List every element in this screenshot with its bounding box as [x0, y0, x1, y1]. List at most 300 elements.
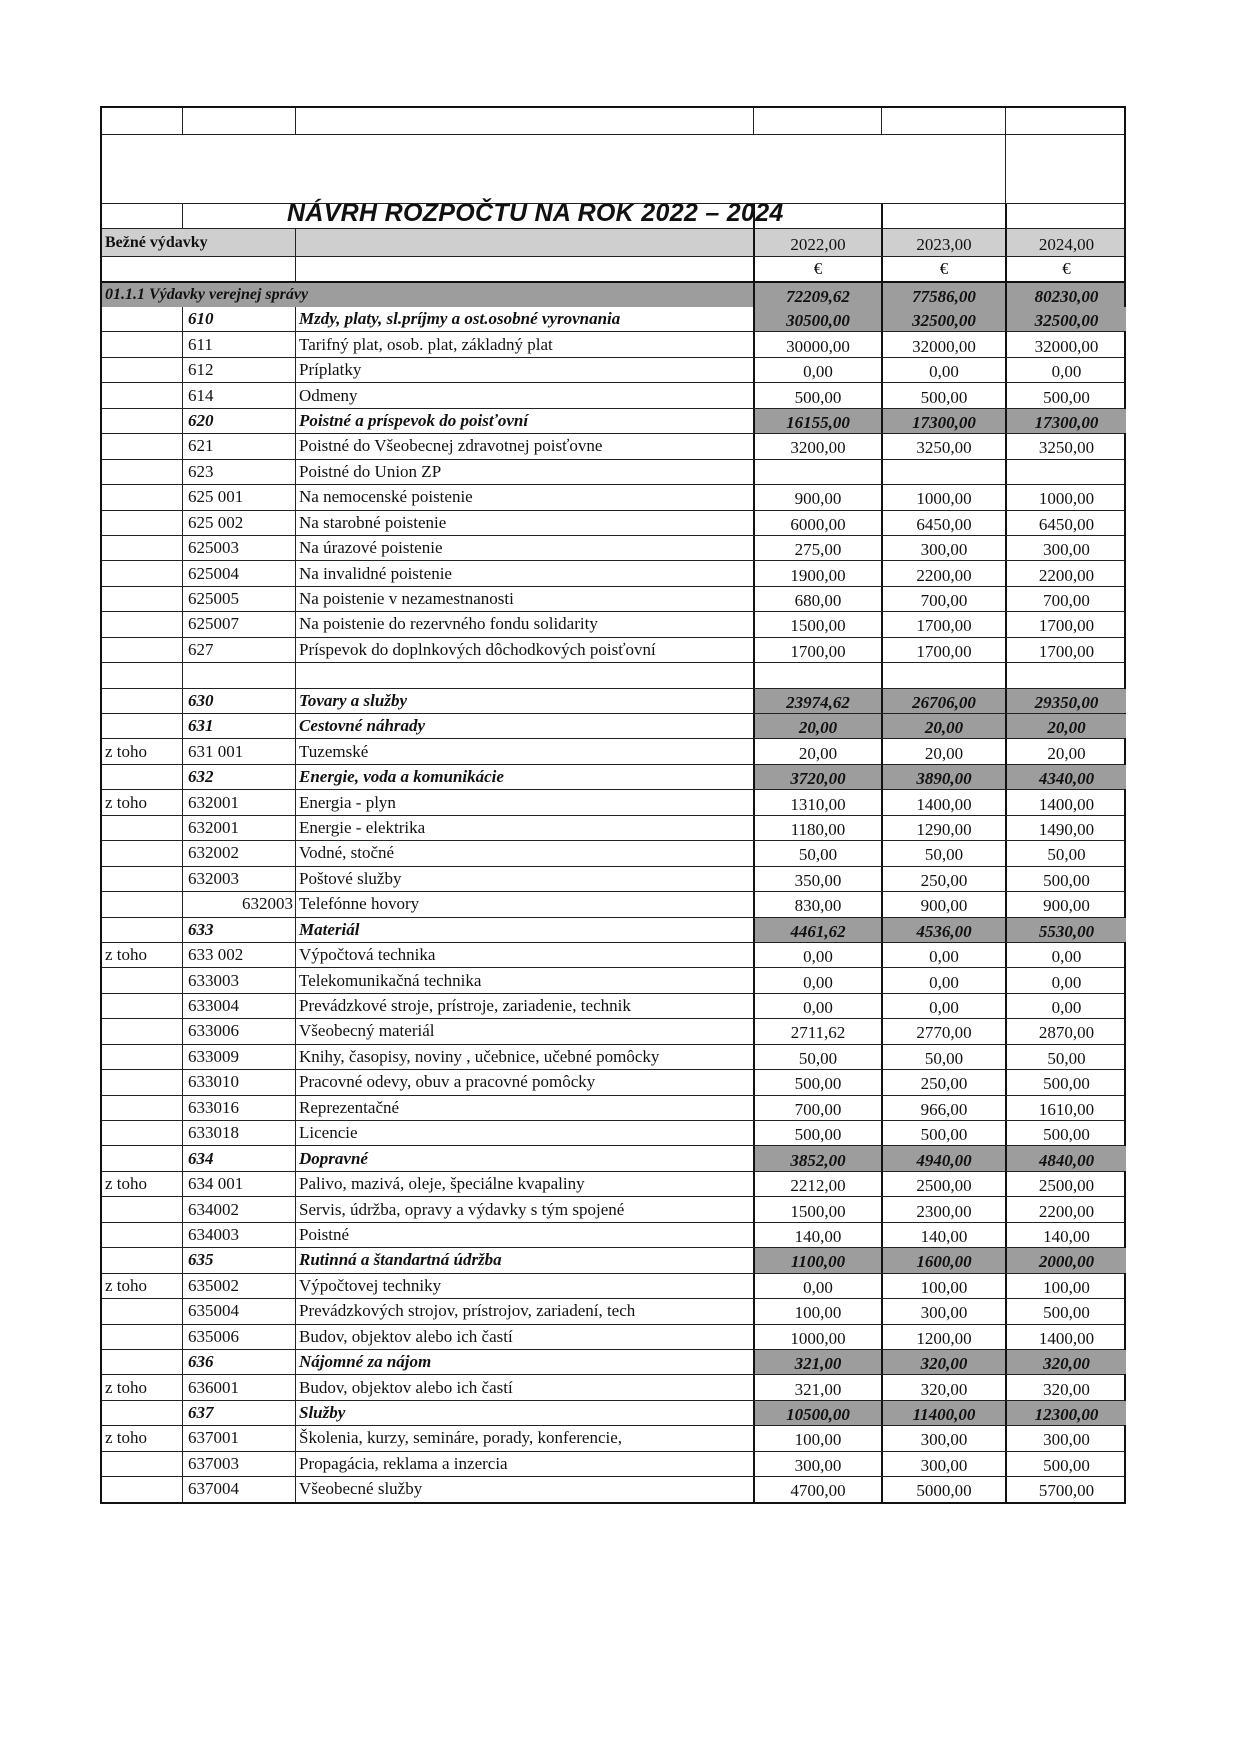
category-row — [102, 1145, 1124, 1170]
row-value-2023: 300,00 — [881, 536, 1005, 560]
row-value-2023: 300,00 — [881, 1426, 1005, 1450]
row-code: 632 — [182, 765, 295, 789]
row-value-2022: 100,00 — [753, 1299, 881, 1323]
row-name: Poistné do Union ZP — [295, 460, 753, 484]
table-row — [102, 662, 1124, 687]
row-value-2023: 140,00 — [881, 1223, 1005, 1247]
row-value-2023: 0,00 — [881, 968, 1005, 992]
row-value-2022: 500,00 — [753, 383, 881, 407]
row-value-2024: 32000,00 — [1005, 332, 1126, 356]
row-value-2024: 5700,00 — [1005, 1477, 1126, 1501]
row-prefix — [102, 1197, 182, 1221]
table-row — [102, 840, 1124, 865]
row-code: 635 — [182, 1248, 295, 1272]
row-prefix — [102, 536, 182, 560]
row-value-2024: 0,00 — [1005, 358, 1126, 382]
table-row — [102, 459, 1124, 484]
row-name: Na poistenie v nezamestnanosti — [295, 587, 753, 611]
row-code: 634003 — [182, 1223, 295, 1247]
row-value-2023: 50,00 — [881, 1045, 1005, 1069]
row-value-2024 — [1005, 663, 1126, 687]
row-value-2022: 3720,00 — [753, 765, 881, 789]
row-value-2024: 300,00 — [1005, 536, 1126, 560]
row-prefix — [102, 511, 182, 535]
row-value-2024: 12300,00 — [1005, 1401, 1126, 1425]
row-value-2023: 3890,00 — [881, 765, 1005, 789]
row-value-2023: 2770,00 — [881, 1019, 1005, 1043]
row-value-2024: 500,00 — [1005, 1121, 1126, 1145]
row-prefix: z toho — [105, 945, 148, 965]
row-prefix — [102, 638, 182, 662]
category-row — [102, 764, 1124, 789]
row-name: Odmeny — [295, 383, 753, 407]
row-value-2022: 0,00 — [753, 1274, 881, 1298]
row-name: Mzdy, platy, sl.príjmy a ost.osobné vyrovnania — [295, 307, 753, 331]
table-row — [102, 1196, 1124, 1221]
row-code: 634002 — [182, 1197, 295, 1221]
row-code: 633006 — [182, 1019, 295, 1043]
row-code: 637 — [182, 1401, 295, 1425]
row-code: 632003 — [182, 867, 295, 891]
category-row — [102, 1400, 1124, 1425]
row-prefix — [102, 1350, 182, 1374]
row-value-2022: 0,00 — [753, 994, 881, 1018]
row-value-2022: 0,00 — [753, 943, 881, 967]
row-value-2022: 16155,00 — [753, 409, 881, 433]
row-prefix — [102, 383, 182, 407]
row-value-2024: 1400,00 — [1005, 1325, 1126, 1349]
row-value-2024: 1700,00 — [1005, 638, 1126, 662]
row-value-2022: 1900,00 — [753, 561, 881, 585]
row-value-2024: 3250,00 — [1005, 434, 1126, 458]
row-name: Školenia, kurzy, semináre, porady, konferencie, — [295, 1426, 753, 1450]
row-value-2024: 500,00 — [1005, 1452, 1126, 1476]
row-value-2023: 0,00 — [881, 994, 1005, 1018]
summary-2022: 72209,62 — [753, 283, 881, 307]
row-name: Vodné, stočné — [295, 841, 753, 865]
row-value-2024: 4340,00 — [1005, 765, 1126, 789]
row-value-2023: 1600,00 — [881, 1248, 1005, 1272]
row-value-2022: 10500,00 — [753, 1401, 881, 1425]
row-value-2022: 275,00 — [753, 536, 881, 560]
category-row — [102, 408, 1124, 433]
row-code: 635002 — [182, 1274, 295, 1298]
row-name: Poštové služby — [295, 867, 753, 891]
row-value-2022: 30500,00 — [753, 307, 881, 331]
row-value-2023: 11400,00 — [881, 1401, 1005, 1425]
row-name: Energie - elektrika — [295, 816, 753, 840]
row-name: Energia - plyn — [295, 790, 753, 814]
row-prefix — [102, 765, 182, 789]
row-value-2023: 0,00 — [881, 358, 1005, 382]
row-value-2023: 4536,00 — [881, 918, 1005, 942]
row-name: Tarifný plat, osob. plat, základný plat — [295, 332, 753, 356]
row-code: 633018 — [182, 1121, 295, 1145]
row-value-2024: 17300,00 — [1005, 409, 1126, 433]
row-code: 630 — [182, 689, 295, 713]
row-prefix — [102, 918, 182, 942]
row-value-2022: 1000,00 — [753, 1325, 881, 1349]
table-row — [102, 484, 1124, 509]
row-prefix — [102, 1299, 182, 1323]
row-value-2023: 17300,00 — [881, 409, 1005, 433]
row-value-2024: 700,00 — [1005, 587, 1126, 611]
row-name: Telefónne hovory — [295, 892, 753, 916]
spacer-row — [102, 203, 1124, 228]
row-code: 621 — [182, 434, 295, 458]
row-value-2022: 2212,00 — [753, 1172, 881, 1196]
row-value-2024: 1400,00 — [1005, 790, 1126, 814]
row-value-2023: 3250,00 — [881, 434, 1005, 458]
row-value-2024: 2870,00 — [1005, 1019, 1126, 1043]
row-code: 632002 — [182, 841, 295, 865]
row-value-2024: 32500,00 — [1005, 307, 1126, 331]
row-code: 636 — [182, 1350, 295, 1374]
row-code: 632003 — [182, 892, 295, 916]
row-value-2023: 1700,00 — [881, 612, 1005, 636]
row-value-2022: 350,00 — [753, 867, 881, 891]
row-value-2024: 2200,00 — [1005, 1197, 1126, 1221]
row-name: Všeobecný materiál — [295, 1019, 753, 1043]
row-value-2023: 2500,00 — [881, 1172, 1005, 1196]
row-prefix — [102, 332, 182, 356]
row-value-2024: 320,00 — [1005, 1350, 1126, 1374]
row-value-2022: 1100,00 — [753, 1248, 881, 1272]
row-value-2023: 500,00 — [881, 1121, 1005, 1145]
row-value-2022: 500,00 — [753, 1070, 881, 1094]
year-header-row — [102, 228, 1124, 256]
row-code: 625 002 — [182, 511, 295, 535]
row-name: Na úrazové poistenie — [295, 536, 753, 560]
row-prefix — [102, 816, 182, 840]
row-prefix — [102, 994, 182, 1018]
row-value-2022: 1180,00 — [753, 816, 881, 840]
row-value-2024: 500,00 — [1005, 867, 1126, 891]
table-row — [102, 1095, 1124, 1120]
row-prefix: z toho — [105, 741, 148, 761]
table-row — [102, 1476, 1124, 1501]
row-prefix — [102, 485, 182, 509]
row-name: Budov, objektov alebo ich častí — [295, 1375, 753, 1399]
row-value-2023: 1000,00 — [881, 485, 1005, 509]
row-name: Pracovné odevy, obuv a pracovné pomôcky — [295, 1070, 753, 1094]
row-value-2023: 300,00 — [881, 1452, 1005, 1476]
category-row — [102, 688, 1124, 713]
row-value-2022 — [753, 663, 881, 687]
row-value-2024: 4840,00 — [1005, 1146, 1126, 1170]
row-name: Reprezentačné — [295, 1096, 753, 1120]
row-name: Budov, objektov alebo ich častí — [295, 1325, 753, 1349]
row-value-2024: 1610,00 — [1005, 1096, 1126, 1120]
row-name: Na nemocenské poistenie — [295, 485, 753, 509]
table-row — [102, 1273, 1124, 1298]
row-prefix — [102, 358, 182, 382]
row-prefix — [102, 434, 182, 458]
row-value-2024: 500,00 — [1005, 1299, 1126, 1323]
row-code: 620 — [182, 409, 295, 433]
row-value-2022: 20,00 — [753, 714, 881, 738]
row-value-2022: 321,00 — [753, 1350, 881, 1374]
row-value-2022: 300,00 — [753, 1452, 881, 1476]
row-value-2022: 4461,62 — [753, 918, 881, 942]
row-prefix — [102, 689, 182, 713]
row-value-2024: 0,00 — [1005, 968, 1126, 992]
row-value-2023: 320,00 — [881, 1350, 1005, 1374]
table-row — [102, 331, 1124, 356]
row-value-2022: 1500,00 — [753, 1197, 881, 1221]
row-value-2022: 3200,00 — [753, 434, 881, 458]
row-value-2024: 1490,00 — [1005, 816, 1126, 840]
row-value-2023: 6450,00 — [881, 511, 1005, 535]
row-value-2022: 20,00 — [753, 739, 881, 763]
row-name: Knihy, časopisy, noviny , učebnice, učebné pomôcky — [295, 1045, 753, 1069]
row-value-2024: 0,00 — [1005, 994, 1126, 1018]
row-value-2023: 1290,00 — [881, 816, 1005, 840]
table-row — [102, 738, 1124, 763]
row-name: Palivo, mazivá, oleje, špeciálne kvapaliny — [295, 1172, 753, 1196]
row-code: 632001 — [182, 816, 295, 840]
row-name: Tovary a služby — [295, 689, 753, 713]
row-code: 636001 — [182, 1375, 295, 1399]
row-prefix — [102, 1223, 182, 1247]
currency-2024: € — [1005, 257, 1126, 281]
row-value-2023 — [881, 663, 1005, 687]
row-name: Služby — [295, 1401, 753, 1425]
row-code: 610 — [182, 307, 295, 331]
row-value-2024: 2200,00 — [1005, 561, 1126, 585]
row-code: 637003 — [182, 1452, 295, 1476]
row-prefix — [102, 968, 182, 992]
summary-label: 01.1.1 Výdavky verejnej správy — [105, 286, 309, 303]
row-prefix — [102, 1477, 182, 1501]
summary-2024: 80230,00 — [1005, 283, 1126, 307]
row-value-2022: 30000,00 — [753, 332, 881, 356]
row-name: Poistné a príspevok do poisťovní — [295, 409, 753, 433]
row-prefix — [102, 561, 182, 585]
title-row — [102, 134, 1124, 227]
row-value-2022: 1500,00 — [753, 612, 881, 636]
row-prefix — [102, 612, 182, 636]
row-code: 612 — [182, 358, 295, 382]
row-code — [182, 663, 295, 687]
row-name: Na starobné poistenie — [295, 511, 753, 535]
row-name — [295, 663, 753, 687]
row-name: Materiál — [295, 918, 753, 942]
summary-row — [102, 281, 1124, 307]
table-row — [102, 993, 1124, 1018]
budget-rows — [102, 307, 1124, 1502]
row-prefix — [102, 1096, 182, 1120]
table-header-blank-row — [102, 108, 1124, 134]
row-value-2022: 500,00 — [753, 1121, 881, 1145]
row-value-2024: 5530,00 — [1005, 918, 1126, 942]
year-2023: 2023,00 — [881, 229, 1005, 256]
row-value-2024: 1000,00 — [1005, 485, 1126, 509]
row-value-2023: 32500,00 — [881, 307, 1005, 331]
row-code: 633010 — [182, 1070, 295, 1094]
table-row — [102, 560, 1124, 585]
currency-2022: € — [753, 257, 881, 281]
table-row — [102, 1451, 1124, 1476]
row-code: 614 — [182, 383, 295, 407]
row-value-2024: 140,00 — [1005, 1223, 1126, 1247]
row-value-2024: 500,00 — [1005, 1070, 1126, 1094]
row-value-2024: 0,00 — [1005, 943, 1126, 967]
row-code: 634 001 — [182, 1172, 295, 1196]
row-value-2022: 700,00 — [753, 1096, 881, 1120]
table-row — [102, 815, 1124, 840]
row-value-2024: 100,00 — [1005, 1274, 1126, 1298]
row-prefix — [102, 1019, 182, 1043]
row-value-2022: 321,00 — [753, 1375, 881, 1399]
category-row — [102, 713, 1124, 738]
row-code: 625005 — [182, 587, 295, 611]
row-value-2022: 900,00 — [753, 485, 881, 509]
row-code: 625004 — [182, 561, 295, 585]
row-value-2022: 3852,00 — [753, 1146, 881, 1170]
row-value-2023: 5000,00 — [881, 1477, 1005, 1501]
table-row — [102, 1222, 1124, 1247]
row-name: Príplatky — [295, 358, 753, 382]
row-value-2023: 700,00 — [881, 587, 1005, 611]
row-value-2022: 23974,62 — [753, 689, 881, 713]
row-code: 627 — [182, 638, 295, 662]
row-value-2024: 2500,00 — [1005, 1172, 1126, 1196]
row-name: Poistné do Všeobecnej zdravotnej poisťovne — [295, 434, 753, 458]
row-value-2022: 50,00 — [753, 1045, 881, 1069]
row-name: Všeobecné služby — [295, 1477, 753, 1501]
row-code: 633003 — [182, 968, 295, 992]
table-row — [102, 535, 1124, 560]
table-row — [102, 433, 1124, 458]
row-value-2023: 0,00 — [881, 943, 1005, 967]
row-value-2022: 0,00 — [753, 358, 881, 382]
row-value-2023: 500,00 — [881, 383, 1005, 407]
row-code: 631 — [182, 714, 295, 738]
table-row — [102, 357, 1124, 382]
row-code: 635006 — [182, 1325, 295, 1349]
row-name: Výpočtovej techniky — [295, 1274, 753, 1298]
summary-2023: 77586,00 — [881, 283, 1005, 307]
row-prefix — [102, 1146, 182, 1170]
row-value-2022 — [753, 460, 881, 484]
row-code: 625003 — [182, 536, 295, 560]
row-value-2023: 1200,00 — [881, 1325, 1005, 1349]
row-value-2022: 140,00 — [753, 1223, 881, 1247]
category-row — [102, 1349, 1124, 1374]
row-value-2024: 300,00 — [1005, 1426, 1126, 1450]
row-code: 633016 — [182, 1096, 295, 1120]
table-row — [102, 611, 1124, 636]
row-value-2023: 100,00 — [881, 1274, 1005, 1298]
row-name: Rutinná a štandartná údržba — [295, 1248, 753, 1272]
category-row — [102, 1247, 1124, 1272]
row-value-2023: 900,00 — [881, 892, 1005, 916]
row-code: 631 001 — [182, 739, 295, 763]
row-code: 635004 — [182, 1299, 295, 1323]
row-code: 611 — [182, 332, 295, 356]
row-value-2024: 6450,00 — [1005, 511, 1126, 535]
row-name: Cestovné náhrady — [295, 714, 753, 738]
row-prefix — [102, 892, 182, 916]
table-row — [102, 866, 1124, 891]
row-value-2023: 320,00 — [881, 1375, 1005, 1399]
table-row — [102, 382, 1124, 407]
row-value-2024: 29350,00 — [1005, 689, 1126, 713]
row-value-2024: 1700,00 — [1005, 612, 1126, 636]
row-value-2023: 1400,00 — [881, 790, 1005, 814]
row-code: 633 002 — [182, 943, 295, 967]
table-row — [102, 891, 1124, 916]
row-prefix — [102, 1452, 182, 1476]
row-value-2022: 1310,00 — [753, 790, 881, 814]
row-value-2023: 20,00 — [881, 739, 1005, 763]
row-code: 625007 — [182, 612, 295, 636]
row-value-2022: 4700,00 — [753, 1477, 881, 1501]
row-name: Dopravné — [295, 1146, 753, 1170]
row-name: Licencie — [295, 1121, 753, 1145]
currency-2023: € — [881, 257, 1005, 281]
table-row — [102, 1069, 1124, 1094]
row-value-2024: 50,00 — [1005, 841, 1126, 865]
row-prefix — [102, 1070, 182, 1094]
row-value-2022: 6000,00 — [753, 511, 881, 535]
row-value-2022: 50,00 — [753, 841, 881, 865]
row-name: Na poistenie do rezervného fondu solidarity — [295, 612, 753, 636]
row-prefix — [102, 1325, 182, 1349]
category-row — [102, 917, 1124, 942]
row-prefix: z toho — [105, 1428, 148, 1448]
row-prefix — [102, 1401, 182, 1425]
row-value-2024: 50,00 — [1005, 1045, 1126, 1069]
row-prefix: z toho — [105, 1174, 148, 1194]
row-name: Tuzemské — [295, 739, 753, 763]
row-value-2023: 300,00 — [881, 1299, 1005, 1323]
row-name: Servis, údržba, opravy a výdavky s tým spojené — [295, 1197, 753, 1221]
table-row — [102, 1044, 1124, 1069]
category-row — [102, 307, 1124, 331]
table-row — [102, 510, 1124, 535]
row-value-2023: 2300,00 — [881, 1197, 1005, 1221]
row-name: Telekomunikačná technika — [295, 968, 753, 992]
table-row — [102, 1018, 1124, 1043]
budget-table — [100, 106, 1126, 1504]
row-value-2024: 20,00 — [1005, 739, 1126, 763]
year-2022: 2022,00 — [753, 229, 881, 256]
row-prefix — [102, 1045, 182, 1069]
row-prefix: z toho — [105, 1377, 148, 1397]
row-code: 633004 — [182, 994, 295, 1018]
row-name: Propagácia, reklama a inzercia — [295, 1452, 753, 1476]
document-title: NÁVRH ROZPOČTU NA ROK 2022 – 2024 — [287, 199, 784, 227]
row-code: 637001 — [182, 1426, 295, 1450]
table-row — [102, 1171, 1124, 1196]
row-prefix — [102, 867, 182, 891]
row-value-2022: 830,00 — [753, 892, 881, 916]
row-name: Energie, voda a komunikácie — [295, 765, 753, 789]
row-value-2022: 680,00 — [753, 587, 881, 611]
row-value-2024: 320,00 — [1005, 1375, 1126, 1399]
row-prefix — [102, 307, 182, 331]
row-code: 637004 — [182, 1477, 295, 1501]
row-value-2022: 100,00 — [753, 1426, 881, 1450]
row-value-2023: 32000,00 — [881, 332, 1005, 356]
table-row — [102, 637, 1124, 662]
row-prefix — [102, 409, 182, 433]
row-prefix — [102, 460, 182, 484]
row-value-2023: 966,00 — [881, 1096, 1005, 1120]
row-value-2023: 1700,00 — [881, 638, 1005, 662]
